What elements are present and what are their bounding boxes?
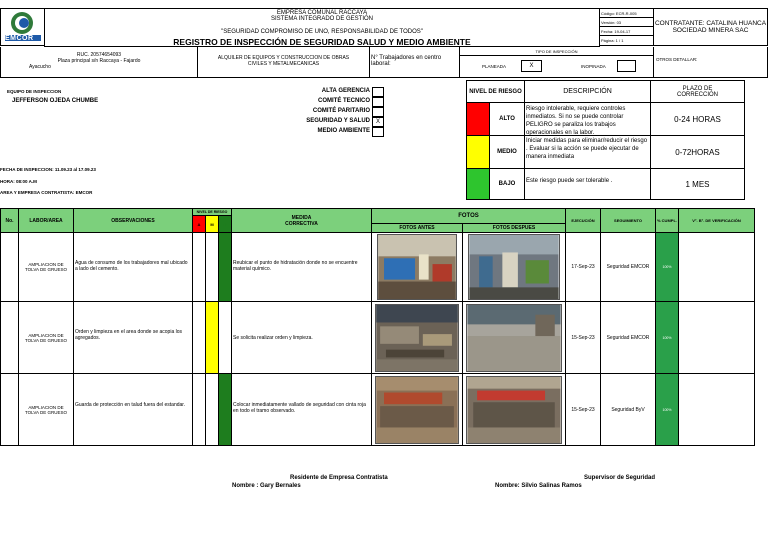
system-name: SISTEMA INTEGRADO DE GESTIÓN [270, 16, 373, 22]
inspection-type-label: TIPO DE INSPECCIÓN [460, 47, 653, 56]
risk-cell-a [193, 233, 206, 302]
role-checkbox[interactable] [372, 87, 384, 97]
col-header-compliance: % CUMPL. [656, 208, 679, 233]
col-header-follow-up: SEGUIMIENTO [601, 208, 656, 233]
address: Plaza principal s/n Raccaya - Fajardo [57, 58, 141, 64]
row-observation: Guarda de protección en talud fuera del estandar. [74, 374, 193, 446]
row-execution: 17-Sep-23 [566, 233, 601, 302]
planned-checkbox[interactable]: X [521, 60, 542, 72]
row-area: AMPLIACION DE TOLVA DE GRUESO [19, 374, 74, 446]
page-title: REGISTRO DE INSPECCIÓN DE SEGURIDAD SALUD Y MEDIO AMBIENTE [44, 38, 600, 47]
role-label: MEDIO AMBIENTE [317, 128, 370, 134]
photo-cell-before [372, 374, 463, 446]
others-label: OTROS DETALLAR: [654, 47, 768, 78]
row-execution: 15-Sep-23 [566, 374, 601, 446]
col-header-observations: OBSERVACIONES [74, 208, 193, 233]
supervisor-title: Supervisor de Seguridad [584, 475, 656, 481]
row-observation: Agua de consumo de los trabajadores mal ubicado a lado del cemento. [74, 233, 193, 302]
planned-label: PLANEADA [482, 64, 507, 69]
header-logo-box [0, 8, 44, 46]
role-checkbox[interactable]: X [372, 117, 384, 127]
service: ALQUILER DE EQUIPOS Y CONSTRUCCION DE OBRAS CIVILES Y METALMECANICAS [198, 47, 370, 78]
risk-term-high: 0-24 HORAS [651, 103, 745, 136]
inspector-name: JEFFERSON OJEDA CHUMBE [12, 98, 99, 104]
risk-cell-a [193, 374, 206, 446]
photo-cell-after [463, 302, 566, 374]
row-verification [679, 302, 755, 374]
risk-cell-b [219, 233, 232, 302]
team-label: EQUIPO DE INSPECCION [7, 89, 62, 94]
row-follow-up: Seguridad EMCOR [601, 233, 656, 302]
company-info [0, 47, 198, 78]
row-compliance: 100% [656, 302, 679, 374]
risk-level-medium: MEDIO [490, 136, 525, 169]
before-photo-image [375, 304, 459, 372]
photo-cell-before [372, 302, 463, 374]
col-header-area: LABOR/AREA [19, 208, 74, 233]
inspection-table [0, 208, 768, 446]
before-photo-image [377, 234, 457, 300]
row-measure: Colocar inmediatamente vallado de seguridad con cinta roja en todo el tramo observado. [232, 374, 372, 446]
row-no [0, 302, 19, 374]
col-header-risk-b: B [219, 216, 232, 233]
role-label: COMITÉ TECNICO [318, 98, 370, 104]
risk-cell-b [219, 302, 232, 374]
col-header-photos: FOTOS [372, 208, 566, 224]
ruc: RUC. 20574654093 [76, 52, 122, 58]
workers-label: N° Trabajadores en centro laboral: [370, 47, 460, 78]
team-roles [290, 87, 390, 137]
risk-desc-medium: Iniciar medidas para eliminar/reducir el riesgo . Evaluar si la acción se puede ejecutar de manera inmediata [525, 136, 651, 169]
motto: "SEGURIDAD COMPROMISO DE UNO, RESPONSABILIDAD DE TODOS" [221, 29, 423, 35]
row-no [0, 233, 19, 302]
risk-cell-b [219, 374, 232, 446]
risk-color-low [466, 169, 490, 200]
row-area: AMPLIACION DE TOLVA DE GRUESO [19, 302, 74, 374]
company-name: EMPRESA COMUNAL RACCAYA [276, 10, 368, 16]
row-measure: Se solicita realizar orden y limpieza. [232, 302, 372, 374]
row-execution: 15-Sep-23 [566, 302, 601, 374]
logo-text: EMCOR [5, 35, 34, 42]
col-header-risk: NIVEL DE RIESGO [193, 208, 232, 216]
unplanned-checkbox[interactable] [617, 60, 636, 72]
inspection-date: FECHA DE INSPECCION: 11.09.23 al 17.09.23 [0, 167, 96, 172]
risk-level-header: NIVEL DE RIESGO [466, 80, 525, 103]
resident-title: Residente de Empresa Contratista [290, 475, 388, 481]
row-verification [679, 374, 755, 446]
photo-cell-before [372, 233, 463, 302]
risk-cell-m [206, 302, 219, 374]
risk-term-medium: 0-72HORAS [651, 136, 745, 169]
role-checkbox[interactable] [372, 97, 384, 107]
contractor-area: AREA Y EMPRESA CONTRATISTA: EMCOR [0, 190, 93, 195]
role-label: ALTA GERENCIA [321, 88, 370, 94]
col-header-verification: V°. B°. DE VERIFICACIÓN [679, 208, 755, 233]
doc-page: Página: 1 / 1 [601, 38, 624, 43]
row-follow-up: Seguridad EMCOR [601, 302, 656, 374]
col-header-measure: MEDIDA CORRECTIVA [232, 208, 372, 233]
city: Ayacucho [29, 64, 51, 70]
risk-color-medium [466, 136, 490, 169]
row-compliance: 100% [656, 233, 679, 302]
row-verification [679, 233, 755, 302]
risk-desc-high: Riesgo intolerable, requiere controles inmediatos. Si no se puede controlar PELIGRO se paraliza los trabajos operacionales en la labor. [525, 103, 651, 136]
after-photo-image [468, 234, 560, 300]
row-observation: Orden y limpieza en el area donde se acopia los agregados. [74, 302, 193, 374]
col-header-risk-m: M [206, 216, 219, 233]
contractor: CONTRATANTE: CATALINA HUANCA SOCIEDAD MINERA SAC [654, 8, 768, 46]
row-area: AMPLIACION DE TOLVA DE GRUESO [19, 233, 74, 302]
role-label: SEGURIDAD Y SALUD [306, 118, 370, 124]
risk-color-high [466, 103, 490, 136]
doc-version: Versión: 03 [600, 18, 653, 27]
before-photo-image [375, 376, 459, 444]
doc-control-box [600, 8, 654, 46]
row-compliance: 100% [656, 374, 679, 446]
risk-cell-m [206, 374, 219, 446]
role-checkbox[interactable] [372, 107, 384, 117]
after-photo-image [466, 304, 562, 372]
resident-name: Nombre : Gary Bernales [232, 483, 301, 489]
inspection-type-box [460, 47, 654, 78]
col-header-after: FOTOS DESPUES [463, 224, 566, 233]
unplanned-label: INOPINADA [581, 64, 606, 69]
after-photo-image [466, 376, 562, 444]
col-header-no: No. [0, 208, 19, 233]
doc-date: Fecha: 19-04-17 [600, 27, 653, 36]
risk-cell-m [206, 233, 219, 302]
supervisor-name: Nombre: Silvio Salinas Ramos [495, 483, 582, 489]
row-follow-up: Seguridad ByV [601, 374, 656, 446]
photo-cell-after [463, 374, 566, 446]
risk-desc-header: DESCRIPCIÓN [525, 80, 651, 103]
role-label: COMITÉ PARITARIO [312, 108, 370, 114]
risk-desc-low: Este riesgo puede ser tolerable . [525, 169, 651, 200]
role-checkbox[interactable] [372, 127, 384, 137]
photo-cell-after [463, 233, 566, 302]
risk-level-high: ALTO [490, 103, 525, 136]
risk-term-low: 1 MES [651, 169, 745, 200]
row-no [0, 374, 19, 446]
col-header-before: FOTOS ANTES [372, 224, 463, 233]
risk-cell-a [193, 302, 206, 374]
col-header-risk-a: A [193, 216, 206, 233]
inspection-time: HORA: 08:00 A.M [0, 179, 37, 184]
col-header-execution: EJECUCIÓN [566, 208, 601, 233]
doc-code: Código: ECR-R-005 [600, 9, 653, 18]
row-measure: Reubicar el punto de hidratación donde no se encuentre material químico. [232, 233, 372, 302]
risk-level-low: BAJO [490, 169, 525, 200]
risk-term-header: PLAZO DE CORRECCIÓN [651, 80, 745, 103]
risk-legend [466, 80, 746, 201]
